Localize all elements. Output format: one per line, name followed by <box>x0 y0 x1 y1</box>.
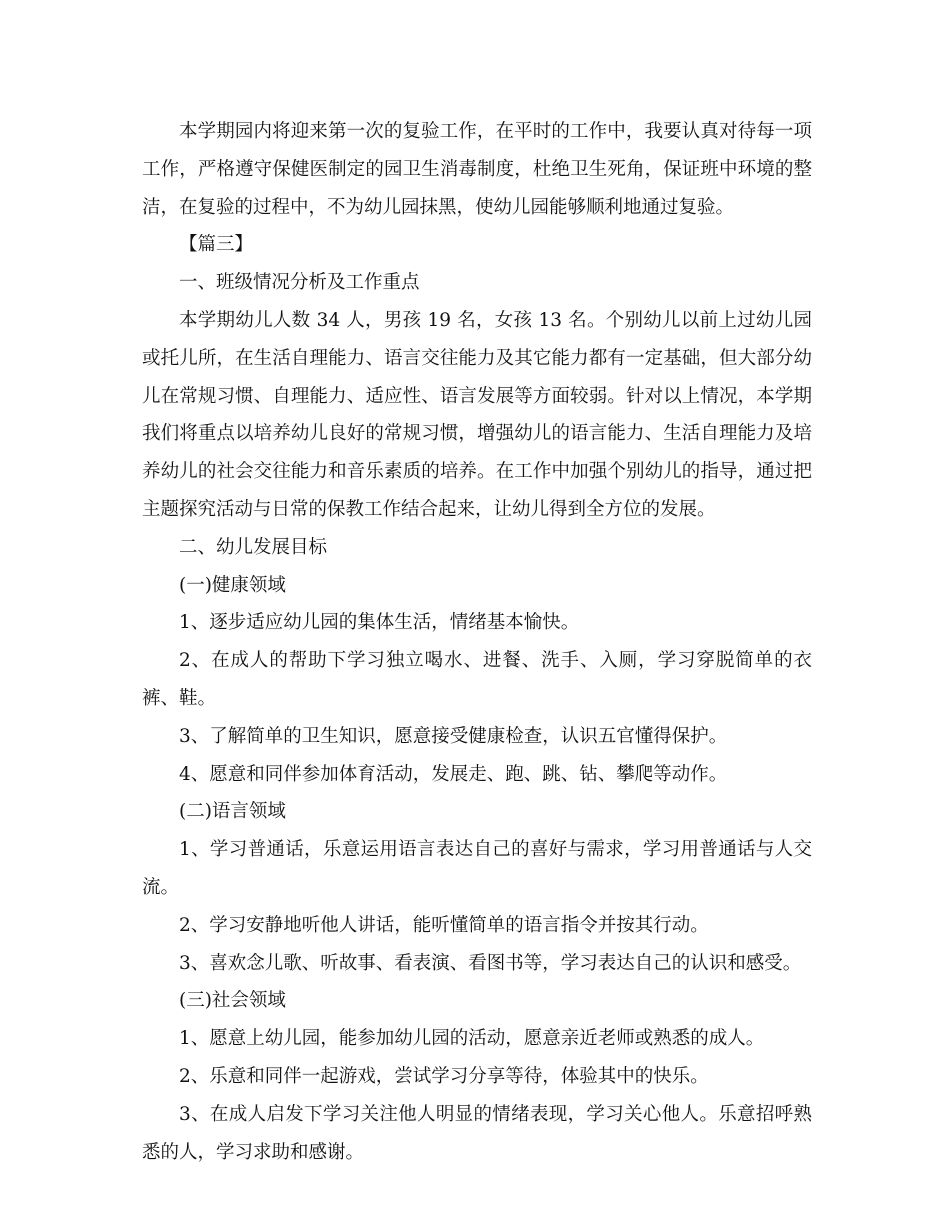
heading-class-analysis: 一、班级情况分析及工作重点 <box>179 272 420 294</box>
subheading-social: (三)社会领域 <box>179 990 286 1012</box>
list-item-social-1: 1、愿意上幼儿园，能参加幼儿园的活动，愿意亲近老师或熟悉的成人。 <box>179 1028 765 1050</box>
subheading-language: (二)语言领域 <box>179 801 286 823</box>
list-item-social-2: 2、乐意和同伴一起游戏，尝试学习分享等待，体验其中的快乐。 <box>179 1065 709 1087</box>
subheading-health: (一)健康领域 <box>179 574 286 596</box>
heading-development-goals: 二、幼儿发展目标 <box>179 536 328 558</box>
list-item-health-1: 1、逐步适应幼儿园的集体生活，情绪基本愉快。 <box>179 612 580 634</box>
list-item-health-2: 2、在成人的帮助下学习独立喝水、进餐、洗手、入厕，学习穿脱简单的衣裤、鞋。 <box>142 650 812 709</box>
list-item-health-3: 3、了解简单的卫生知识，愿意接受健康检查，认识五官懂得保护。 <box>179 725 728 747</box>
list-item-language-3: 3、喜欢念儿歌、听故事、看表演、看图书等，学习表达自己的认识和感受。 <box>179 952 802 974</box>
list-item-language-2: 2、学习安静地听他人讲话，能听懂简单的语言指令并按其行动。 <box>179 914 709 936</box>
document-body <box>142 113 812 1171</box>
paragraph-review-work: 本学期园内将迎来第一次的复验工作，在平时的工作中，我要认真对待每一项工作，严格遵守保健医制定的园卫生消毒制度，杜绝卫生死角，保证班中环境的整洁，在复验的过程中，不为幼儿园抹黑，使幼儿园能够顺利地通过复验。 <box>142 121 812 218</box>
list-item-language-1: 1、学习普通话，乐意运用语言表达自己的喜好与需求，学习用普通话与人交流。 <box>142 839 812 898</box>
section-heading-part-three: 【篇三】 <box>179 234 254 256</box>
list-item-health-4: 4、愿意和同伴参加体育活动，发展走、跑、跳、钻、攀爬等动作。 <box>179 763 728 785</box>
list-item-social-3: 3、在成人启发下学习关注他人明显的情绪表现，学习关心他人。乐意招呼熟悉的人，学习求助和感谢。 <box>142 1103 812 1163</box>
paragraph-class-analysis: 本学期幼儿人数 34 人，男孩 19 名，女孩 13 名。个别幼儿以前上过幼儿园或托儿所，在生活自理能力、语言交往能力及其它能力都有一定基础，但大部分幼儿在常规习惯、自理能力、适应性、语言发展等方面较弱。针对以上情况，本学期我们将重点以培养幼儿良好的常规习惯，增强幼儿的语言能力、生活自理能力及培养幼儿的社会交往能力和音乐素质的培养。在工作中加强个别幼儿的指导，通过把主题探究活动与日常的保教工作结合起来，让幼儿得到全方位的发展。 <box>142 309 812 520</box>
